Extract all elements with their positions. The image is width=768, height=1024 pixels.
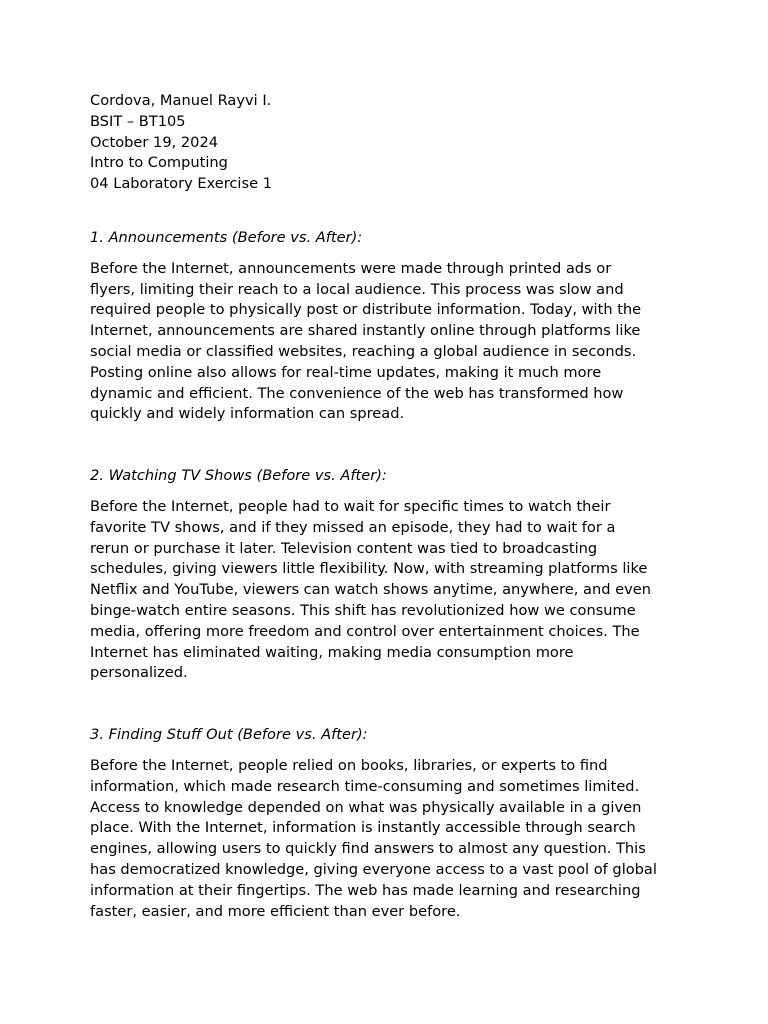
section-heading: 2. Watching TV Shows (Before vs. After): [90,467,387,485]
body-line: information at their fingertips. The web has made learning and researching [90,881,641,899]
section-watching-tv [90,466,690,684]
body-line: Internet has eliminated waiting, making media consumption more [90,643,574,661]
body-line: required people to physically post or distribute information. Today, with the [90,301,642,319]
body-line: Access to knowledge depended on what was physically available in a given [90,798,642,816]
body-line: schedules, giving viewers little flexibility. Now, with streaming platforms like [90,560,648,578]
section-finding-stuff [90,725,690,922]
body-line: engines, allowing users to quickly find answers to almost any question. This [90,840,646,858]
body-line: rerun or purchase it later. Television content was tied to broadcasting [90,539,598,557]
body-line: quickly and widely information can spread. [90,405,405,423]
section-body [90,756,690,922]
body-line: place. With the Internet, information is instantly accessible through search [90,819,636,837]
section-heading: 1. Announcements (Before vs. After): [90,228,363,246]
class-section: BSIT – BT105 [90,112,186,130]
submission-date: October 19, 2024 [90,133,219,151]
document-header [90,91,690,195]
course-title: Intro to Computing [90,154,228,172]
body-line: Before the Internet, people relied on books, libraries, or experts to find [90,756,608,774]
body-line: personalized. [90,664,188,682]
body-line: dynamic and efficient. The convenience of the web has transformed how [90,384,624,402]
section-heading: 3. Finding Stuff Out (Before vs. After): [90,726,368,744]
body-line: faster, easier, and more efficient than ever before. [90,902,461,920]
body-line: has democratized knowledge, giving everyone access to a vast pool of global [90,860,657,878]
section-body [90,497,690,684]
body-line: information, which made research time-consuming and sometimes limited. [90,777,640,795]
document-page [90,91,690,922]
body-line: Before the Internet, people had to wait for specific times to watch their [90,497,611,515]
body-line: binge-watch entire seasons. This shift has revolutionized how we consume [90,601,636,619]
student-name: Cordova, Manuel Rayvi I. [90,92,272,109]
body-line: favorite TV shows, and if they missed an episode, they had to wait for a [90,518,616,536]
body-line: social media or classified websites, reaching a global audience in seconds. [90,342,637,360]
body-line: Internet, announcements are shared instantly online through platforms like [90,322,641,340]
activity-title: 04 Laboratory Exercise 1 [90,175,272,193]
body-line: Before the Internet, announcements were made through printed ads or [90,259,612,277]
body-line: Netflix and YouTube, viewers can watch shows anytime, anywhere, and even [90,581,651,599]
body-line: media, offering more freedom and control over entertainment choices. The [90,622,640,640]
body-line: flyers, limiting their reach to a local audience. This process was slow and [90,280,624,298]
body-line: Posting online also allows for real-time updates, making it much more [90,363,602,381]
section-announcements [90,228,690,425]
section-body [90,259,690,425]
